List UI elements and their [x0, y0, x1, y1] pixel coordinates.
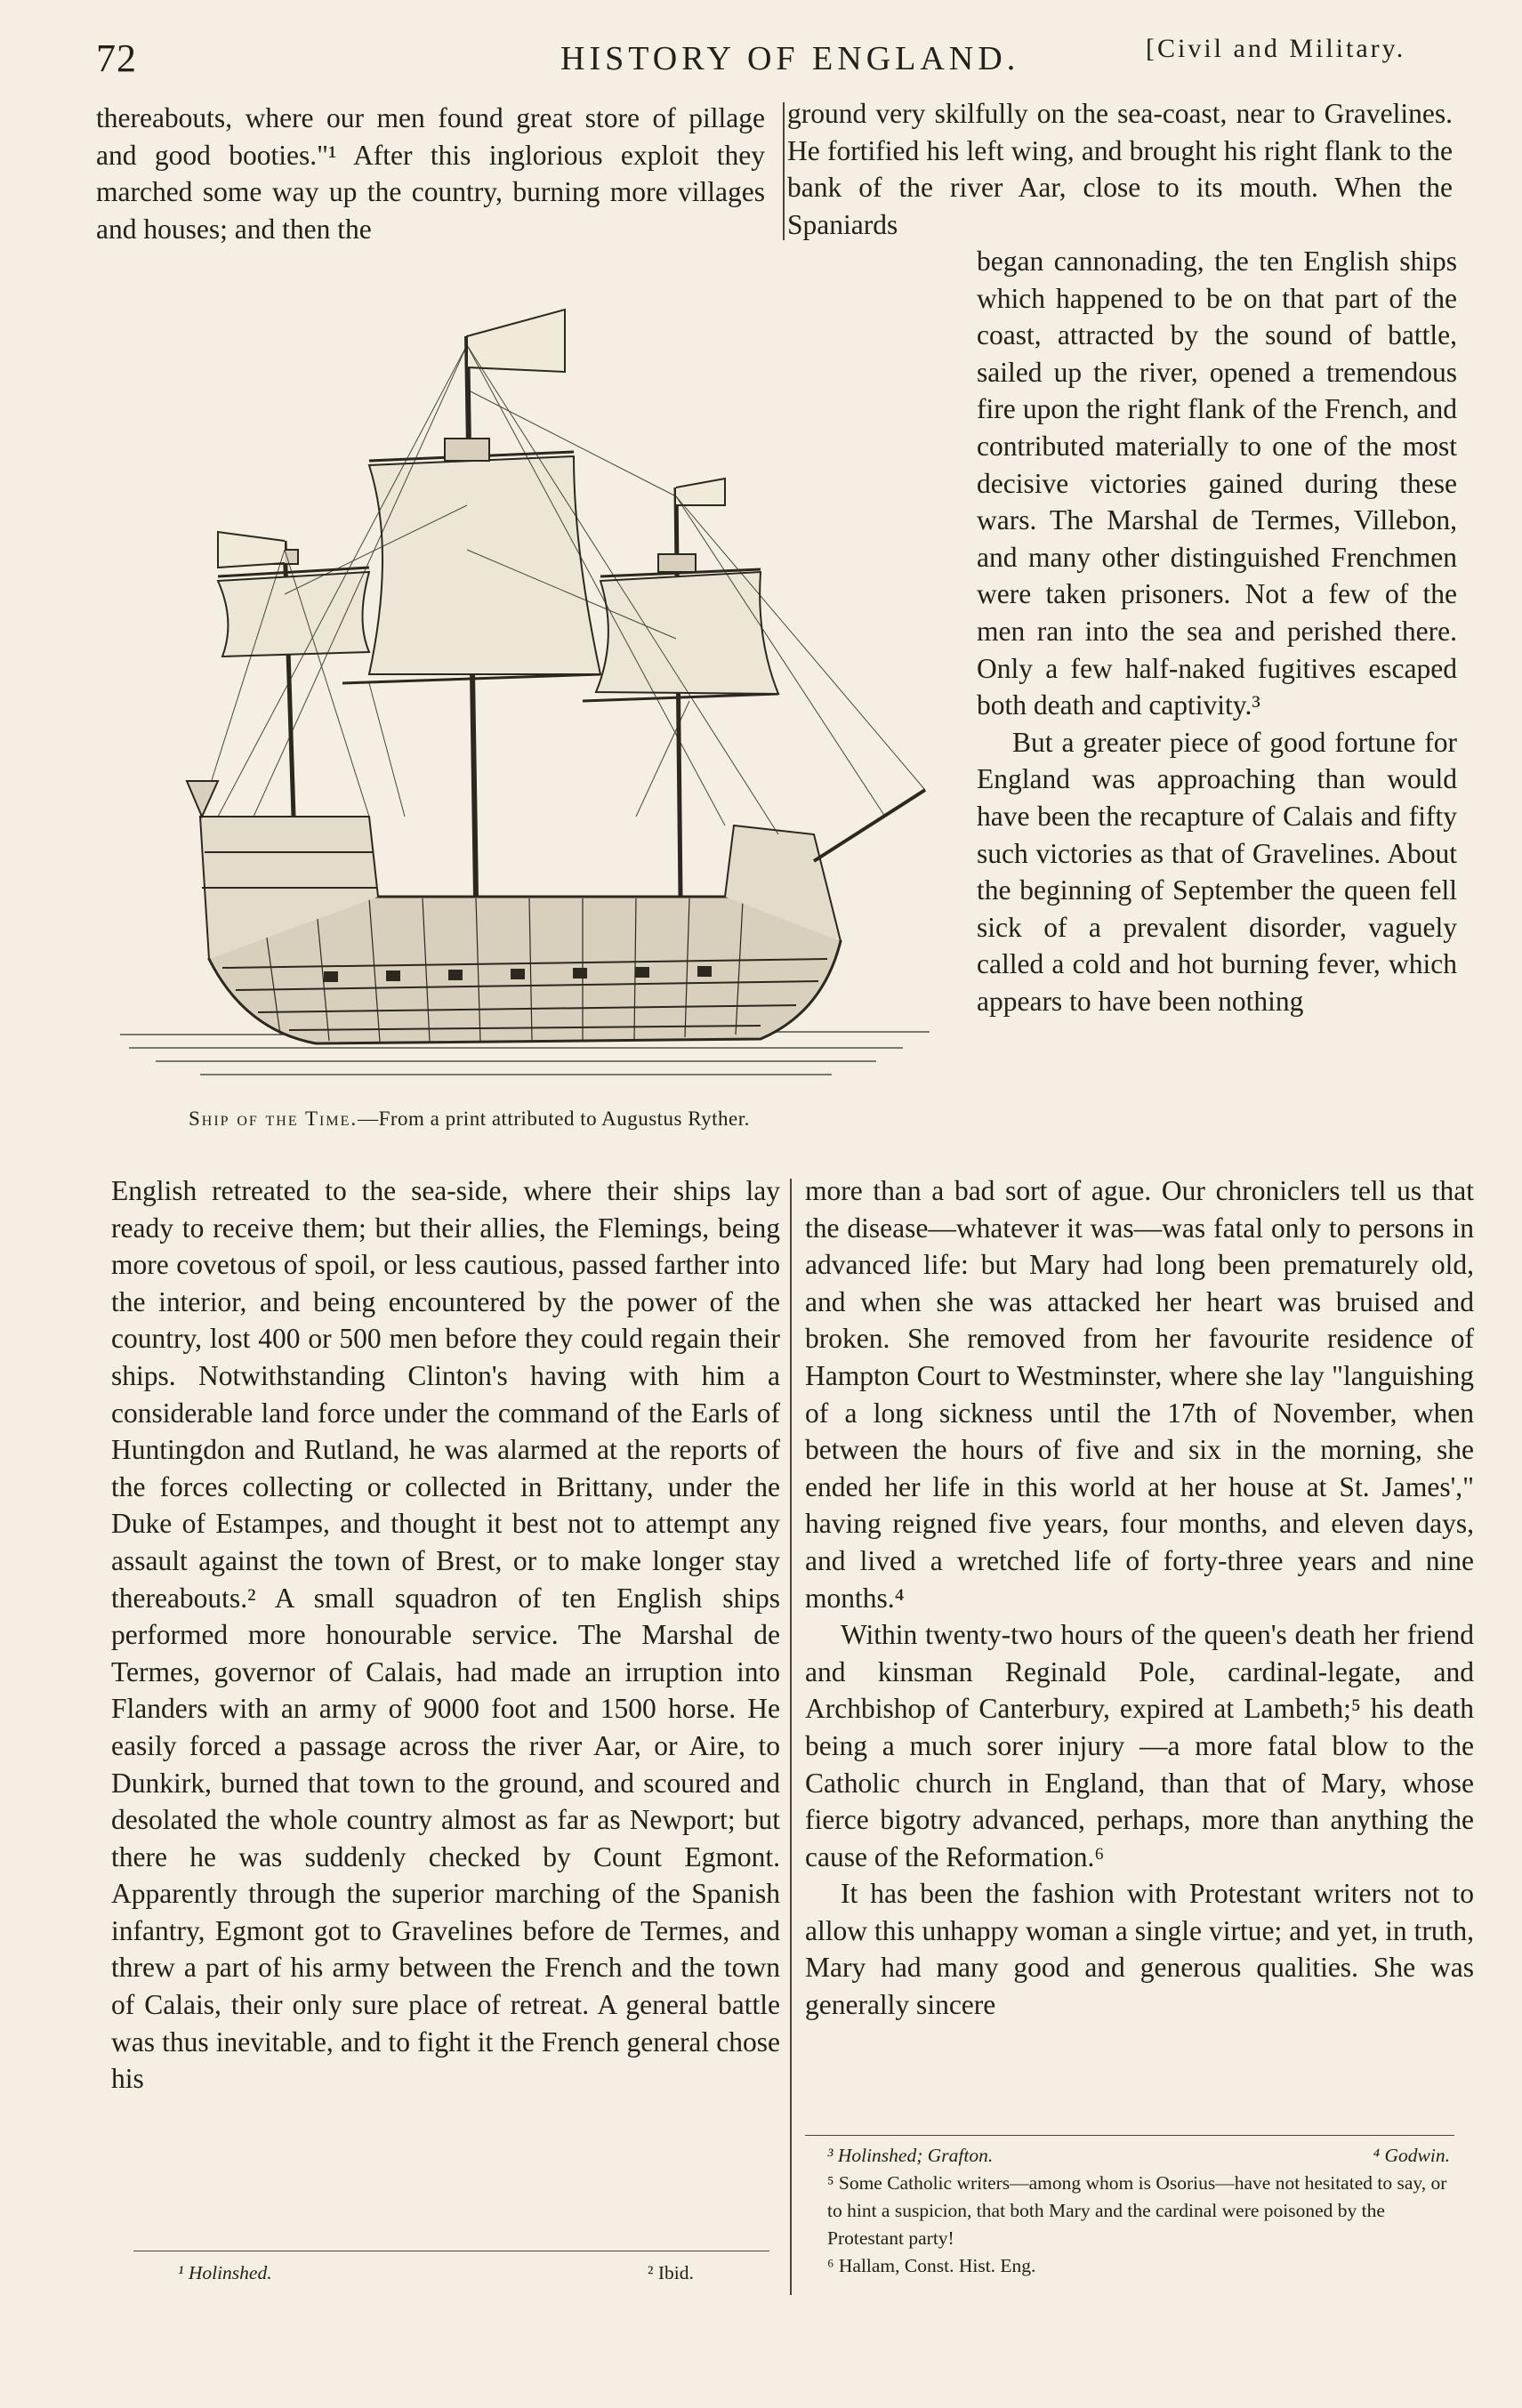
right-top-paragraph: ground very skilfully on the sea-coast, near to Gravelines. He fortified his left wing, and brought his right flank to the bank of the river Aar, close to its mouth. When the Spaniards	[787, 98, 1453, 240]
section-heading: [Civil and Military.	[1146, 34, 1406, 63]
left-column-top	[96, 100, 765, 247]
right-narrow-paragraph-2: But a greater piece of good fortune for England was approaching than would have been the recapture of Calais and fifty such victories as that of Gravelines. About the beginning of September the queen fell sick of a prevalent disorder, vaguely called a cold and hot burning fever, which appears to have been nothing	[977, 726, 1457, 1017]
running-title: HISTORY OF ENGLAND.	[560, 40, 1020, 77]
caption-credit: —From a print attributed to Augustus Ryther.	[358, 1107, 750, 1130]
footnote-5: ⁵ Some Catholic writers—among whom is Osorius—have not hesitated to say, or to hint a suspicion, that both Mary and the cardinal were poisoned by the Protestant party!	[827, 2172, 1447, 2249]
left-top-paragraph: thereabouts, where our men found great store of pillage and good booties."¹ After this inglorious exploit they marched some way up the country, burning more villages and houses; and then the	[96, 102, 765, 245]
footnote-2: ² Ibid.	[648, 2262, 694, 2283]
footnote-6: ⁶ Hallam, Const. Hist. Eng.	[827, 2255, 1036, 2276]
footnote-row-3-4	[827, 2142, 1450, 2170]
footnote-rule-right	[805, 2135, 1454, 2136]
footnote-4: ⁴ Godwin.	[1373, 2145, 1450, 2166]
right-column-top	[787, 95, 1453, 243]
caption-title: Ship of the Time.	[189, 1107, 358, 1130]
right-narrow-column	[977, 243, 1457, 1019]
left-bottom-paragraph: English retreated to the sea-side, where their ships lay ready to receive them; but their allies, the Flemings, being more covetous of spoil, or less cautious, passed farther into the interior, and being encountered by the power of the country, lost 400 or 500 men before they could regain their ships. Notwithstanding Clinton's having with him a considerable land force under the command of the Earls of Huntingdon and Rutland, he was alarmed at the reports of the forces collecting or collected in Brittany, under the Duke of Estampes, and thought it best not to attempt any assault against the town of Brest, or to make longer stay thereabouts.² A small squadron of ten English ships performed more honourable service. The Marshal de Termes, governor of Calais, had made an irruption into Flanders with an army of 9000 foot and 1500 horse. He easily forced a passage across the river Aar, or Aire, to Dunkirk, burned that town to the ground, and scoured and desolated the whole country almost as far as Newport; but there he was suddenly checked by Count Egmont. Apparently through the superior marching of the Spanish infantry, Egmont got to Gravelines before de Termes, and threw a part of his army between the French and the town of Calais, their only sure place of retreat. A general battle was thus inevitable, and to fight it the French general chose his	[111, 1175, 780, 2095]
right-bottom-paragraph-3: It has been the fashion with Protestant writers not to allow this unhappy woman a single virtue; and yet, in truth, Mary had many good and generous qualities. She was generally sincere	[805, 1878, 1474, 2021]
right-bottom-paragraph-1: more than a bad sort of ague. Our chroniclers tell us that the disease—whatever it was—was fatal only to persons in advanced life: but Mary had long been prematurely old, and when she was attacked her heart was bruised and broken. She removed from her favourite residence of Hampton Court to Westminster, where she lay "languishing of a long sickness until the 17th of November, when between the hours of five and six in the morning, she ended her life in this world at her house at St. James'," having reigned five years, four months, and eleven days, and lived a wretched life of forty-three years and nine months.⁴	[805, 1175, 1474, 1614]
ship-illustration	[102, 283, 934, 1092]
figure-caption	[189, 1107, 750, 1131]
footnote-3: ³ Holinshed; Grafton.	[827, 2145, 994, 2166]
footnotes-right	[827, 2142, 1450, 2280]
left-column-bottom	[111, 1172, 780, 2098]
right-column-bottom	[805, 1172, 1474, 2024]
footnote-1: ¹ Holinshed.	[178, 2262, 272, 2283]
column-divider-top	[783, 102, 785, 240]
column-divider-bottom	[790, 1179, 792, 2295]
right-bottom-paragraph-2: Within twenty-two hours of the queen's death her friend and kinsman Reginald Pole, cardinal-legate, and Archbishop of Canterbury, expired at Lambeth;⁵ his death being a much sorer injury —a more fatal blow to the Catholic church in England, than that of Mary, whose fierce bigotry advanced, perhaps, more than anything the cause of the Reformation.⁶	[805, 1619, 1474, 1872]
page-number: 72	[96, 36, 137, 80]
right-narrow-paragraph-1: began cannonading, the ten English ships which happened to be on that part of the coast, attracted by the sound of battle, sailed up the river, opened a tremendous fire upon the right flank of the French, and contributed materially to one of the most decisive victories gained during these wars. The Marshal de Termes, Villebon, and many other distinguished Frenchmen were taken prisoners. Not a few of the men ran into the sea and perished there. Only a few half-naked fugitives escaped both death and captivity.³	[977, 246, 1457, 721]
ship-illustration-svg	[102, 283, 934, 1092]
